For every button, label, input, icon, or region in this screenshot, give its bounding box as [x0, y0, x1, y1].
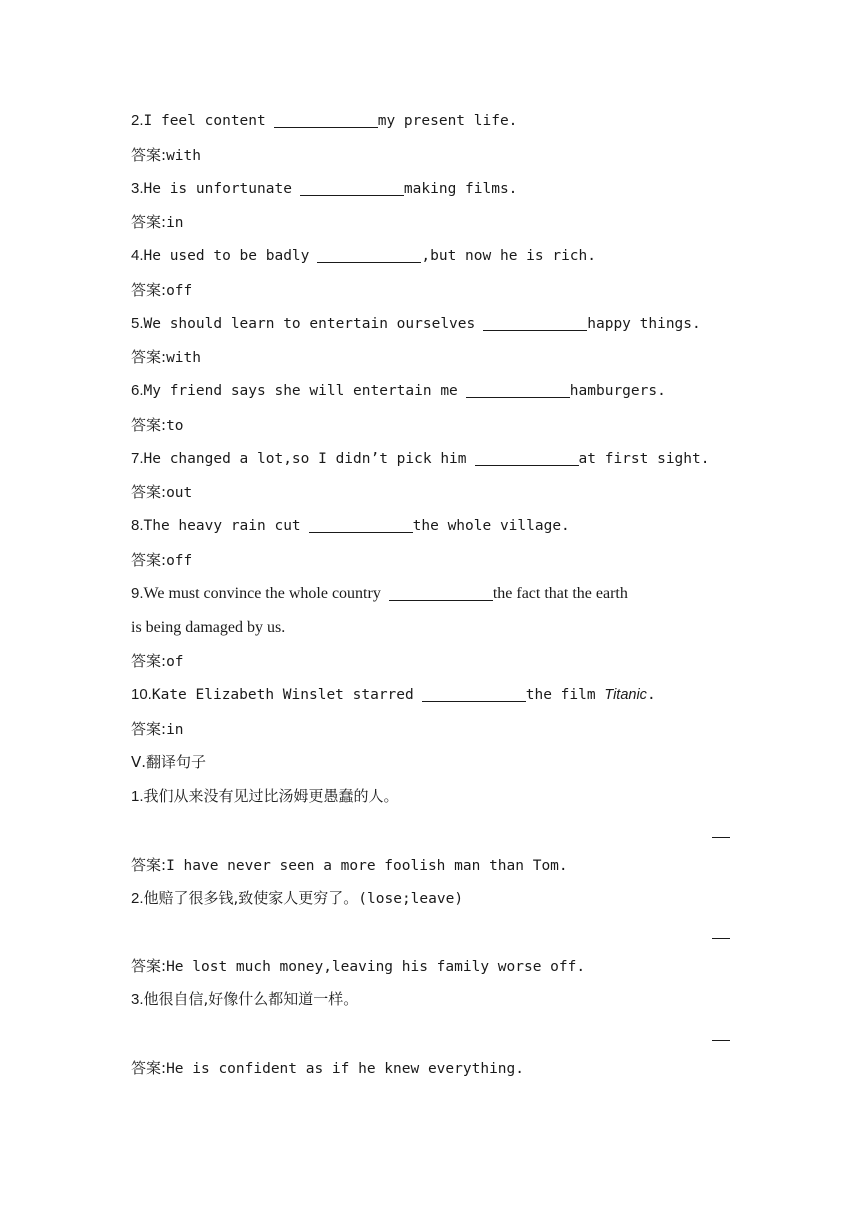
answer-text: He lost much money,leaving his family worse off.: [166, 959, 586, 975]
answer-7: [131, 479, 192, 505]
film-title: Titanic: [604, 687, 647, 703]
question-text-after: making films.: [403, 181, 518, 197]
answer-label: 答案:: [131, 483, 167, 501]
answer-label: 答案:: [131, 348, 167, 366]
question-text-after: happy things.: [587, 316, 701, 332]
question-text: I feel content: [143, 113, 266, 129]
answer-3: [131, 209, 184, 235]
answer-6: [131, 412, 184, 438]
answer-line: [712, 1040, 730, 1041]
answer-5: [131, 344, 201, 370]
question-number: 3.: [131, 180, 144, 197]
question-10: [131, 682, 656, 708]
question-text-after: the fact that the earth: [492, 585, 628, 602]
answer-label: 答案:: [131, 957, 167, 975]
answer-label: 答案:: [131, 146, 167, 164]
section-heading: Ⅴ.翻译句子: [131, 753, 207, 771]
translation-number: 3.: [131, 991, 144, 1008]
question-number: 10.: [131, 686, 152, 703]
translation-hint: (lose;leave): [358, 891, 464, 907]
translation-3: [131, 986, 358, 1012]
translation-prompt: 他很自信,好像什么都知道一样。: [143, 990, 359, 1008]
question-text-after: ,but now he is rich.: [421, 248, 596, 264]
translation-1: [131, 783, 399, 809]
question-number: 6.: [131, 382, 144, 399]
answer-blank: [389, 585, 493, 601]
answer-2: [131, 142, 201, 168]
answer-label: 答案:: [131, 856, 167, 874]
answer-label: 答案:: [131, 416, 167, 434]
question-4: [131, 243, 596, 269]
answer-blank: [466, 382, 570, 398]
question-3: [131, 176, 517, 202]
answer-text: I have never seen a more foolish man than Tom.: [166, 858, 568, 874]
answer-text: out: [166, 485, 193, 501]
answer-label: 答案:: [131, 551, 167, 569]
answer-text: with: [166, 350, 201, 366]
translation-answer-3: [131, 1055, 524, 1081]
question-number: 2.: [131, 112, 144, 129]
answer-blank: [317, 247, 421, 263]
question-text-end: .: [646, 687, 656, 703]
question-text-after: at first sight.: [578, 451, 710, 467]
answer-line: [712, 938, 730, 939]
answer-text: with: [166, 148, 201, 164]
answer-label: 答案:: [131, 720, 167, 738]
answer-8: [131, 547, 192, 573]
answer-blank: [422, 686, 526, 702]
answer-text: He is confident as if he knew everything.: [166, 1061, 524, 1077]
answer-text: off: [166, 553, 193, 569]
answer-4: [131, 277, 192, 303]
answer-text: of: [166, 654, 184, 670]
answer-label: 答案:: [131, 213, 167, 231]
answer-text: in: [166, 215, 184, 231]
answer-blank: [309, 517, 413, 533]
translation-2: [131, 885, 463, 911]
question-text: We should learn to entertain ourselves: [143, 316, 476, 332]
translation-prompt: 我们从来没有见过比汤姆更愚蠢的人。: [143, 787, 399, 805]
answer-blank: [300, 180, 404, 196]
answer-text: in: [166, 722, 184, 738]
question-text-after: my present life.: [377, 113, 518, 129]
answer-label: 答案:: [131, 281, 167, 299]
answer-blank: [274, 112, 378, 128]
question-text: The heavy rain cut: [143, 518, 301, 534]
answer-blank: [483, 315, 587, 331]
question-text: He is unfortunate: [143, 181, 292, 197]
question-text: Kate Elizabeth Winslet starred: [151, 687, 414, 703]
question-text-continuation: is being damaged by us.: [131, 619, 286, 636]
question-9: [131, 581, 628, 607]
question-number: 8.: [131, 517, 144, 534]
question-9-continuation: [131, 615, 285, 641]
answer-label: 答案:: [131, 652, 167, 670]
question-8: [131, 513, 570, 539]
question-number: 4.: [131, 247, 144, 264]
question-7: [131, 446, 709, 472]
question-text: My friend says she will entertain me: [143, 383, 458, 399]
question-6: [131, 378, 666, 404]
answer-text: off: [166, 283, 193, 299]
answer-9: [131, 648, 184, 674]
question-text-after: hamburgers.: [569, 383, 666, 399]
question-2: [131, 108, 517, 134]
question-text-after: the whole village.: [412, 518, 570, 534]
translation-answer-2: [131, 953, 585, 979]
answer-blank: [475, 450, 579, 466]
question-text: He used to be badly: [143, 248, 310, 264]
question-text-after: the film: [525, 687, 605, 703]
translation-number: 1.: [131, 788, 144, 805]
question-5: [131, 311, 701, 337]
question-text: We must convince the whole country: [143, 585, 381, 602]
answer-label: 答案:: [131, 1059, 167, 1077]
translation-number: 2.: [131, 890, 144, 907]
answer-10: [131, 716, 184, 742]
question-number: 5.: [131, 315, 144, 332]
question-number: 9.: [131, 585, 144, 602]
translation-answer-1: [131, 852, 568, 878]
answer-text: to: [166, 418, 184, 434]
question-text: He changed a lot,so I didn’t pick him: [143, 451, 467, 467]
translation-prompt: 他赔了很多钱,致使家人更穷了。: [143, 889, 359, 907]
question-number: 7.: [131, 450, 144, 467]
answer-line: [712, 837, 730, 838]
